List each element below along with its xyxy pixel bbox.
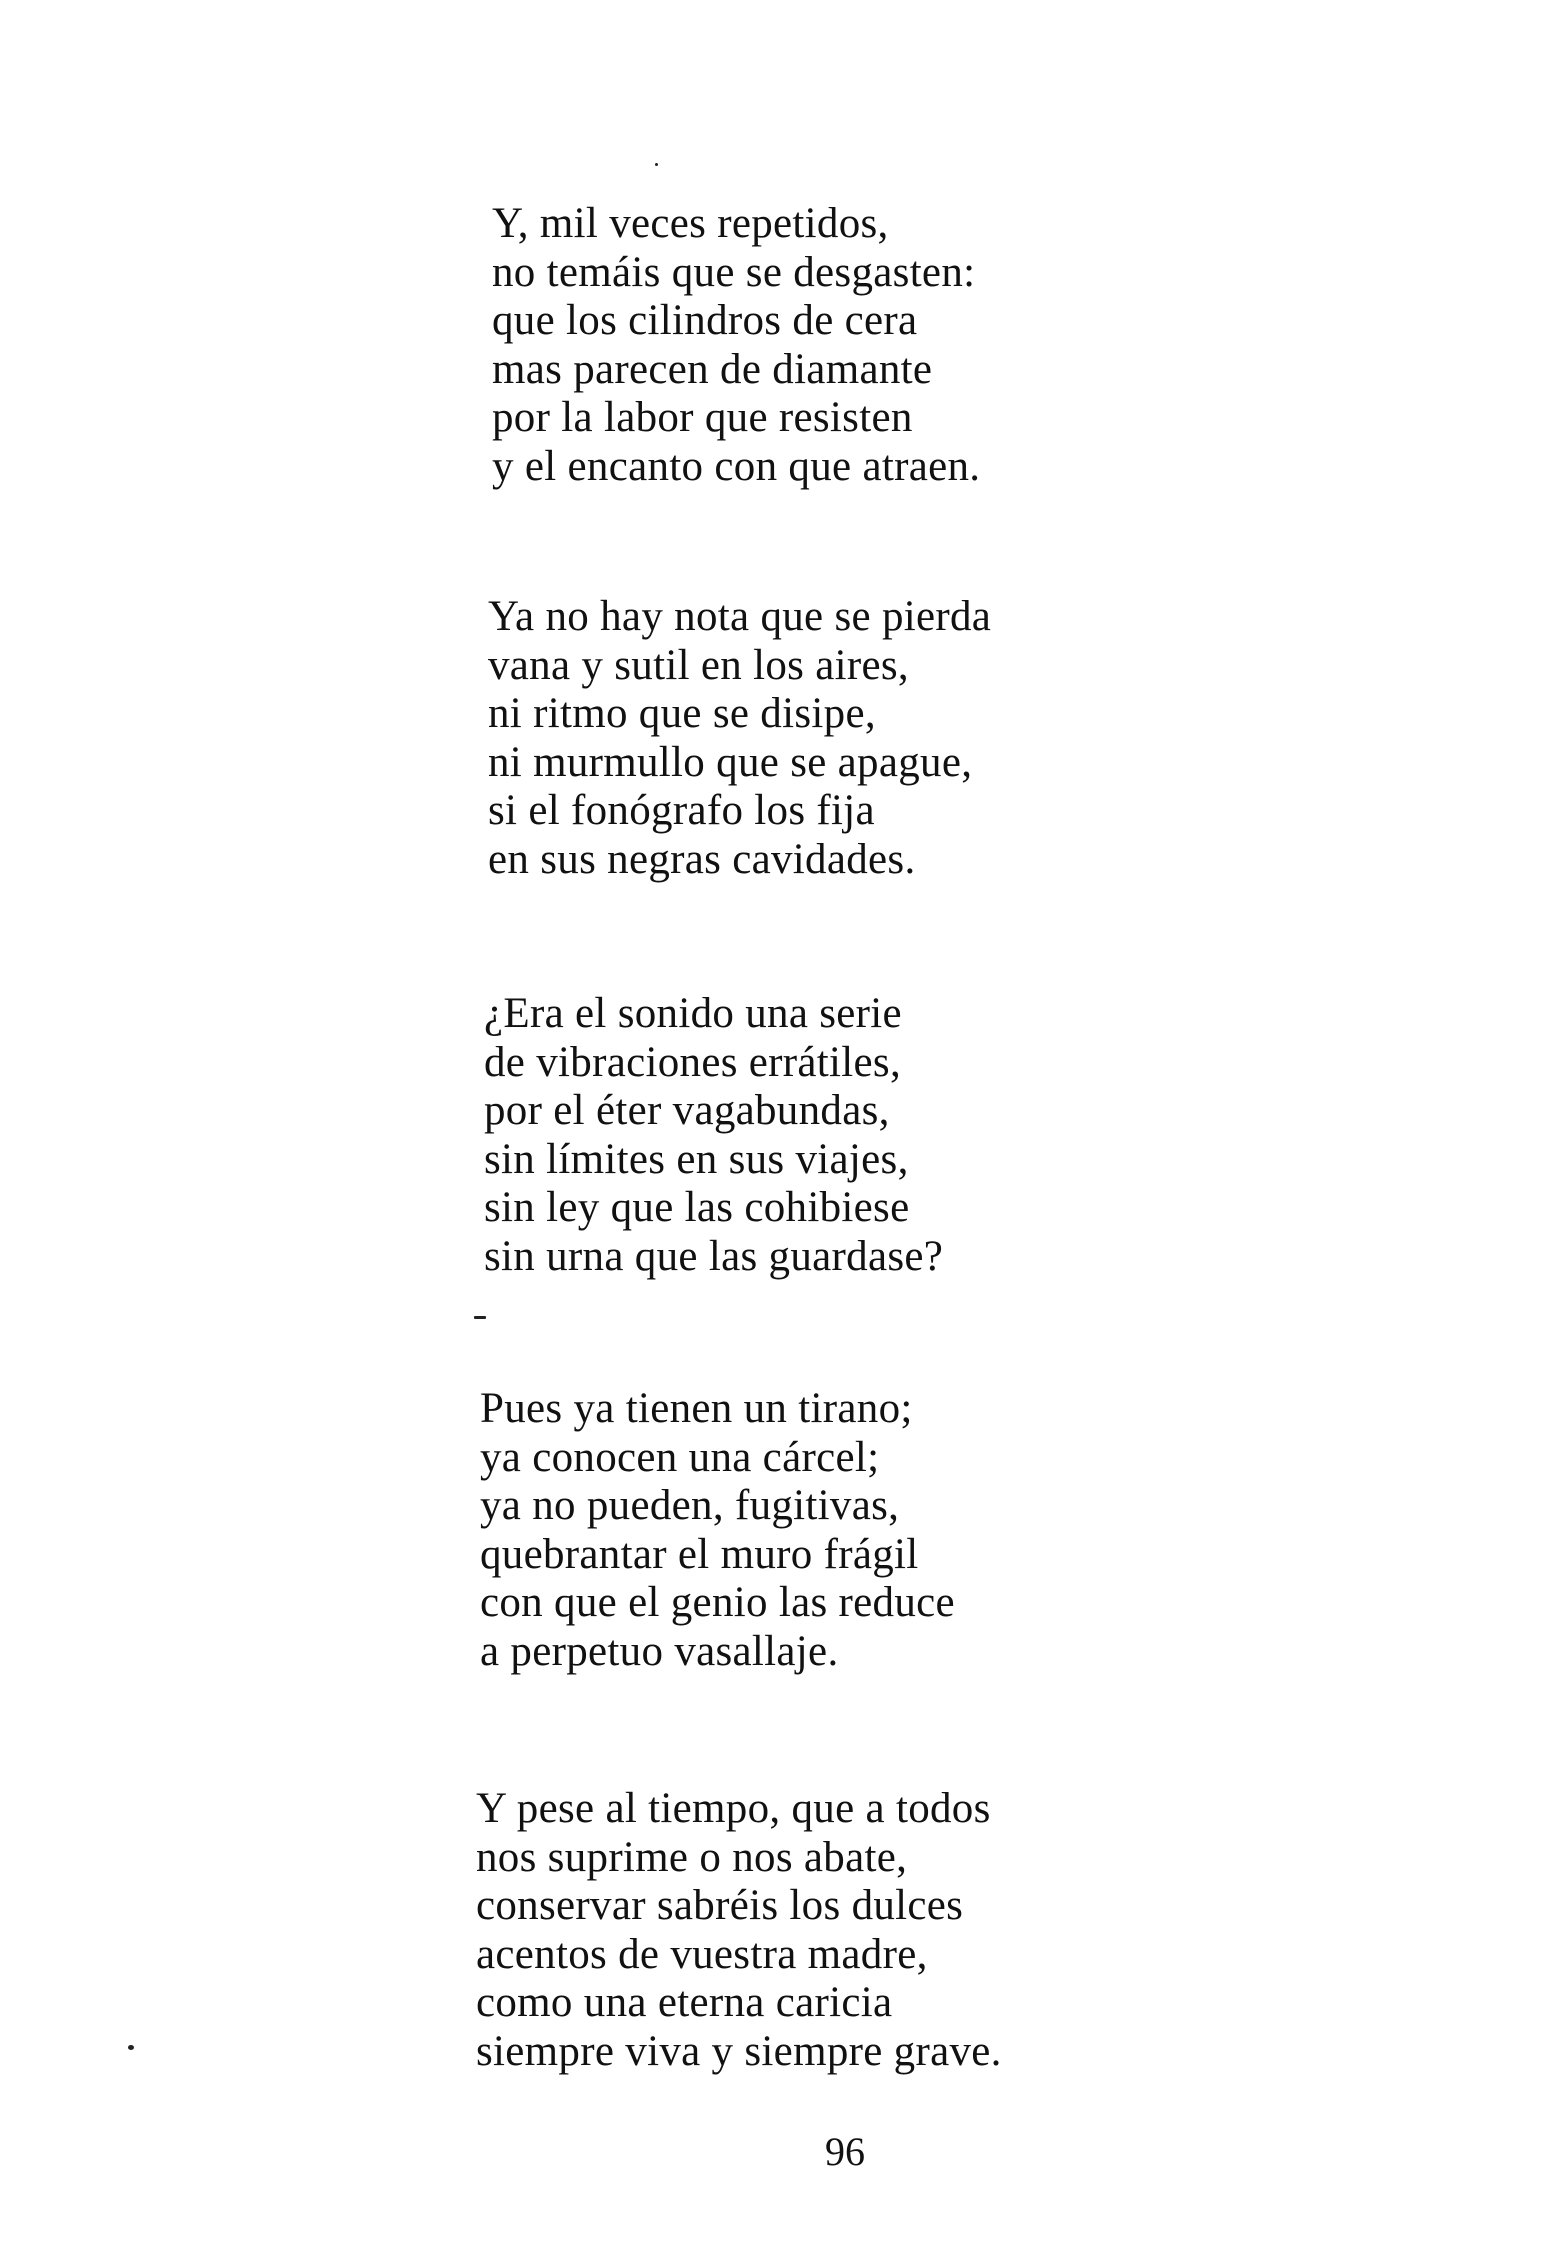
verse-line: quebrantar el muro frágil xyxy=(480,1530,919,1578)
verse-line: conservar sabréis los dulces xyxy=(476,1882,964,1929)
verse-line: como una eterna caricia xyxy=(476,1979,893,2026)
verse-line: mas parecen de diamante xyxy=(492,345,933,393)
verse-line: por el éter vagabundas, xyxy=(484,1087,890,1134)
verse-line: siempre viva y siempre grave. xyxy=(476,2027,1002,2075)
verse-line: ¿Era el sonido una serie xyxy=(484,990,902,1037)
verse-line: si el fonógrafo los fija xyxy=(488,787,875,834)
verse-line: que los cilindros de cera xyxy=(492,297,918,344)
verse-line: sin urna que las guardase? xyxy=(484,1232,944,1280)
stanza-5 xyxy=(476,1785,1176,2076)
verse-line: a perpetuo vasallaje. xyxy=(480,1627,839,1675)
verse-line: sin ley que las cohibiese xyxy=(484,1184,910,1231)
verse-line: por la labor que resisten xyxy=(492,394,913,441)
verse-line: Y pese al tiempo, que a todos xyxy=(476,1785,991,1832)
verse-line: con que el genio las reduce xyxy=(480,1579,955,1626)
stanza-1 xyxy=(492,200,1192,491)
verse-line: ya conocen una cárcel; xyxy=(480,1433,880,1481)
verse-line: no temáis que se desgasten: xyxy=(492,248,976,296)
stanza-2 xyxy=(488,593,1188,884)
verse-line: sin límites en sus viajes, xyxy=(484,1135,909,1183)
verse-line: ya no pueden, fugitivas, xyxy=(480,1482,900,1529)
verse-line: de vibraciones errátiles, xyxy=(484,1038,902,1086)
ink-dash-mark xyxy=(474,1316,486,1319)
verse-line: ni ritmo que se disipe, xyxy=(488,690,876,737)
ink-speck xyxy=(655,163,658,166)
stanza-4 xyxy=(480,1385,1180,1676)
verse-line: Y, mil veces repetidos, xyxy=(492,200,889,247)
page-number: 96 xyxy=(825,2129,865,2174)
verse-line: Pues ya tienen un tirano; xyxy=(480,1385,913,1432)
verse-line: Ya no hay nota que se pierda xyxy=(488,593,992,640)
verse-line: en sus negras cavidades. xyxy=(488,835,916,883)
stanza-3 xyxy=(484,990,1184,1281)
ink-speck xyxy=(128,2045,134,2050)
verse-line: y el encanto con que atraen. xyxy=(492,442,981,490)
verse-line: nos suprime o nos abate, xyxy=(476,1833,908,1881)
verse-line: ni murmullo que se apague, xyxy=(488,738,973,786)
verse-line: acentos de vuestra madre, xyxy=(476,1930,928,1978)
verse-line: vana y sutil en los aires, xyxy=(488,641,909,689)
